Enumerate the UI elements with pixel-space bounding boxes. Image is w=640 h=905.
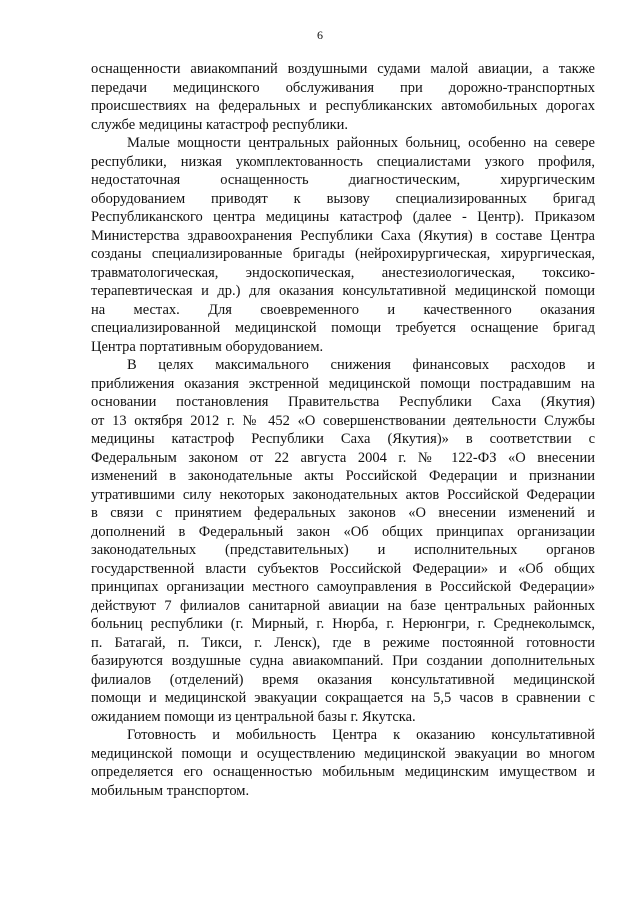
text-line: в связи с принятием федеральных законов «О внесении изменений и [91,505,595,521]
text-line: республики, низкая укомплектованность специалистами узкого профиля, [91,153,595,170]
text-line: государственной власти субъектов Российской Федерации» и «Об общих [91,560,595,577]
text-line: терапевтическая и др.) для оказания консультативной медицинской помощи [91,283,595,299]
text-line: оснащенности авиакомпаний воздушными судами малой авиации, а также [91,61,595,77]
text-line: медицинской помощи и осуществлению медицинской эвакуации во многом [91,745,595,762]
text-line: Готовность и мобильность Центра к оказанию консультативной [127,727,595,743]
text-line: службе медицины катастроф республики. [91,116,349,133]
text-line: специализированной медицинской помощи требуется оснащение бригад [91,320,595,336]
text-line: законодательных (представительных) и исполнительных органов [91,542,595,558]
text-line: основании постановления Правительства Республики Саха (Якутия) [91,394,595,410]
text-line: приближения оказания экстренной медицинской помощи пострадавшим на [91,375,595,392]
text-line: медицины катастроф Республики Саха (Якутия)» в соответствии с [91,431,595,447]
text-line: мобильным транспортом. [91,782,250,799]
paragraph-2 [91,134,595,356]
text-line: изменений в законодательные акты Российской Федерации и признании [91,468,595,484]
text-line: ожиданием помощи из центральной базы г. Якутска. [91,708,416,725]
paragraph-3 [91,356,595,726]
text-line: оборудованием приводят к вызову специализированных бригад [91,190,595,207]
text-line: от 13 октября 2012 г. № 452 «О совершенствовании деятельности Службы [91,412,595,429]
text-line: п. Батагай, п. Тикси, г. Ленск), где в режиме постоянной готовности [91,634,595,651]
text-line: Федеральным законом от 22 августа 2004 г. № 122-ФЗ «О внесении [91,449,595,466]
paragraph-4 [91,726,595,800]
text-line: больниц республики (г. Мирный, г. Нюрба, г. Нерюнгри, г. Среднеколымск, [91,616,595,632]
text-line: созданы специализированные бригады (нейрохирургическая, хирургическая, [91,246,595,262]
text-line: принципах организации местного самоуправления в Российской Федерации» [91,579,595,595]
text-line: травматологическая, эндоскопическая, анестезиологическая, токсико- [91,264,595,281]
text-line: базируются воздушные судна авиакомпаний. При создании дополнительных [91,653,595,669]
text-line: происшествиях на федеральных и республиканских автомобильных дорогах [91,98,595,114]
text-line: филиалов (отделений) время оказания консультативной медицинской [91,671,595,688]
text-line: действуют 7 филиалов санитарной авиации на базе центральных районных [91,597,595,614]
document-body [91,60,595,800]
text-line: Министерства здравоохранения Республики Саха (Якутия) в составе Центра [91,227,595,244]
text-line: Центра портативным оборудованием. [91,338,324,355]
text-line: на местах. Для своевременного и качественного оказания [91,301,595,318]
text-line: передачи медицинского обслуживания при дорожно-транспортных [91,79,595,96]
text-line: Республиканского центра медицины катастроф (далее - Центр). Приказом [91,209,595,225]
page-number: 6 [317,28,323,42]
text-line: Малые мощности центральных районных больниц, особенно на севере [127,135,595,151]
text-line: определяется его оснащенностью мобильным медицинским имуществом и [91,764,595,780]
text-line: дополнений в Федеральный закон «Об общих принципах организации [91,523,595,540]
text-line: В целях максимального снижения финансовых расходов и [127,357,595,373]
text-line: утратившими силу некоторых законодательных актов Российской Федерации [91,486,595,503]
text-line: помощи и медицинской эвакуации сокращается на 5,5 часов в сравнении с [91,690,595,706]
paragraph-1 [91,60,595,134]
text-line: недостаточная оснащенность диагностическим, хирургическим [91,172,595,188]
